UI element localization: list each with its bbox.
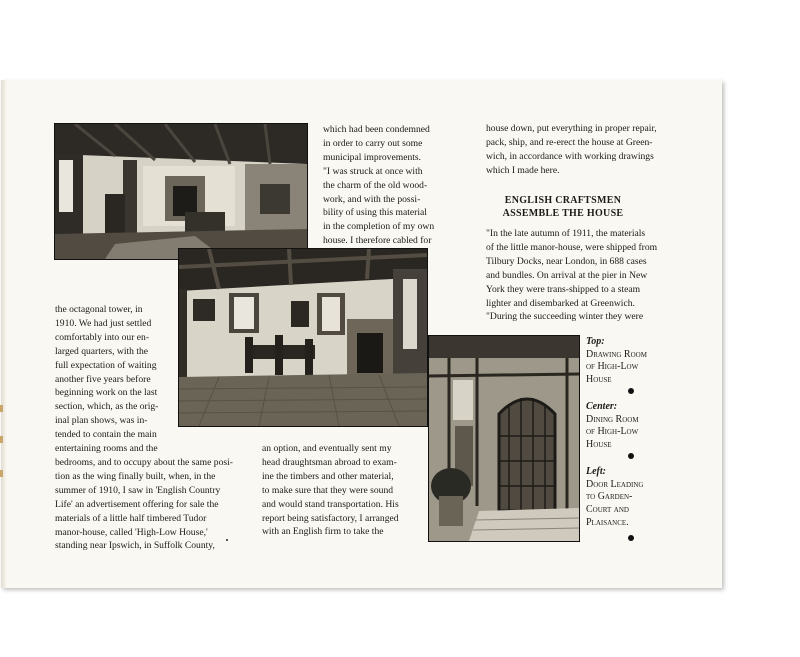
caption-line: Dining Room xyxy=(586,413,639,425)
text-line: beginning work on the last xyxy=(55,387,158,399)
text-line: the octagonal tower, in xyxy=(55,304,143,315)
column-2-top-text xyxy=(323,123,434,248)
text-line: Life' an advertisement offering for sale the xyxy=(55,498,219,510)
caption-label: Left: xyxy=(586,466,606,477)
garden-door-photo xyxy=(428,335,580,542)
caption-line: Door Leading xyxy=(586,478,644,490)
text-line: comfortably into our en- xyxy=(55,331,150,343)
text-line: "I was struck at once with xyxy=(323,165,423,177)
section-heading: ENGLISH CRAFTSMEN ASSEMBLE THE HOUSE xyxy=(502,195,624,219)
text-line: report being satisfactory, I arranged xyxy=(262,512,399,524)
text-line: inal plan shows, was in- xyxy=(55,415,148,427)
text-line: the charm of the old wood- xyxy=(323,179,428,191)
text-line: municipal improvements. xyxy=(323,151,422,163)
text-line: "In the late autumn of 1911, the materials xyxy=(486,228,646,239)
text-line: and bundles. On arrival at the pier in New xyxy=(486,269,648,281)
caption-line: House xyxy=(586,374,612,386)
ornament-dot-icon xyxy=(226,539,228,541)
drawing-room-image xyxy=(55,124,307,259)
binding-mark xyxy=(0,405,3,412)
column-1-text xyxy=(55,303,233,553)
bullet-dot-icon xyxy=(628,453,634,459)
text-line: which had been condemned xyxy=(323,124,430,135)
column-3-body-text xyxy=(486,227,657,324)
caption-line: Drawing Room xyxy=(586,348,647,360)
column-2-bottom-text xyxy=(262,442,399,539)
text-line: standing near Ipswich, in Suffolk County, xyxy=(55,540,215,552)
text-line: full expectation of waiting xyxy=(55,359,157,371)
caption-line: Plaisance. xyxy=(586,516,629,528)
caption-top xyxy=(586,336,647,387)
caption-label: Top: xyxy=(586,336,605,347)
text-line: "During the succeeding winter they were xyxy=(486,311,644,323)
text-line: which I made here. xyxy=(486,164,560,176)
caption-line: to Garden- xyxy=(586,491,633,503)
text-line: bility of using this material xyxy=(323,207,427,219)
binding-mark xyxy=(0,436,3,443)
caption-label: Center: xyxy=(586,401,618,412)
column-3-top-text xyxy=(486,122,657,178)
caption-line: of High-Low xyxy=(586,426,639,438)
binding-mark xyxy=(0,470,3,477)
caption-line: Court and xyxy=(586,504,629,516)
text-line: ine the timbers and other material, xyxy=(262,470,394,482)
page-spine-shadow xyxy=(1,80,7,588)
text-line: head draughtsman abroad to exam- xyxy=(262,456,397,468)
garden-door-image xyxy=(429,336,579,541)
text-line: York they were trans-shipped to a steam xyxy=(486,283,641,295)
bullet-dot-icon xyxy=(628,535,634,541)
text-line: and would stand transportation. His xyxy=(262,498,399,510)
bullet-dot-icon xyxy=(628,388,634,394)
text-line: entertaining rooms and the xyxy=(55,443,158,455)
text-line: materials of a little half timbered Tudor xyxy=(55,512,207,524)
text-line: Tilbury Docks, near London, in 688 cases xyxy=(486,255,647,267)
text-line: of the little manor-house, were shipped from xyxy=(486,241,658,253)
text-line: with an English firm to take the xyxy=(262,526,384,538)
text-line: tion as the wing finally built, when, in the xyxy=(55,470,216,482)
text-line: another five years before xyxy=(55,373,151,385)
text-line: manor-house, called 'High-Low House,' xyxy=(55,526,208,538)
caption-line: House xyxy=(586,439,612,451)
text-line: house. I therefore cabled for xyxy=(323,235,432,247)
text-line: summer of 1910, I saw in 'English Country xyxy=(55,484,221,496)
caption-line: of High-Low xyxy=(586,361,639,373)
drawing-room-photo xyxy=(54,123,308,260)
text-line: bedrooms, and to occupy about the same posi- xyxy=(55,456,233,468)
text-line: an option, and eventually sent my xyxy=(262,443,392,454)
text-line: section, which, as the orig- xyxy=(55,401,159,413)
text-line: lighter and disembarked at Greenwich. xyxy=(486,297,635,309)
text-line: in order to carry out some xyxy=(323,137,423,149)
text-line: in the completion of my own xyxy=(323,221,435,233)
text-line: larged quarters, with the xyxy=(55,345,149,357)
caption-left xyxy=(586,466,643,530)
text-line: to make sure that they were sound xyxy=(262,484,394,496)
text-line: pack, ship, and re-erect the house at Green- xyxy=(486,136,653,148)
text-line: house down, put everything in proper repair, xyxy=(486,123,657,134)
caption-center xyxy=(586,401,639,452)
text-line: wich, in accordance with working drawings xyxy=(486,150,654,162)
text-line: 1910. We had just settled xyxy=(55,317,152,329)
text-line: tended to contain the main xyxy=(55,429,157,441)
text-line: work, and with the possi- xyxy=(323,193,421,205)
